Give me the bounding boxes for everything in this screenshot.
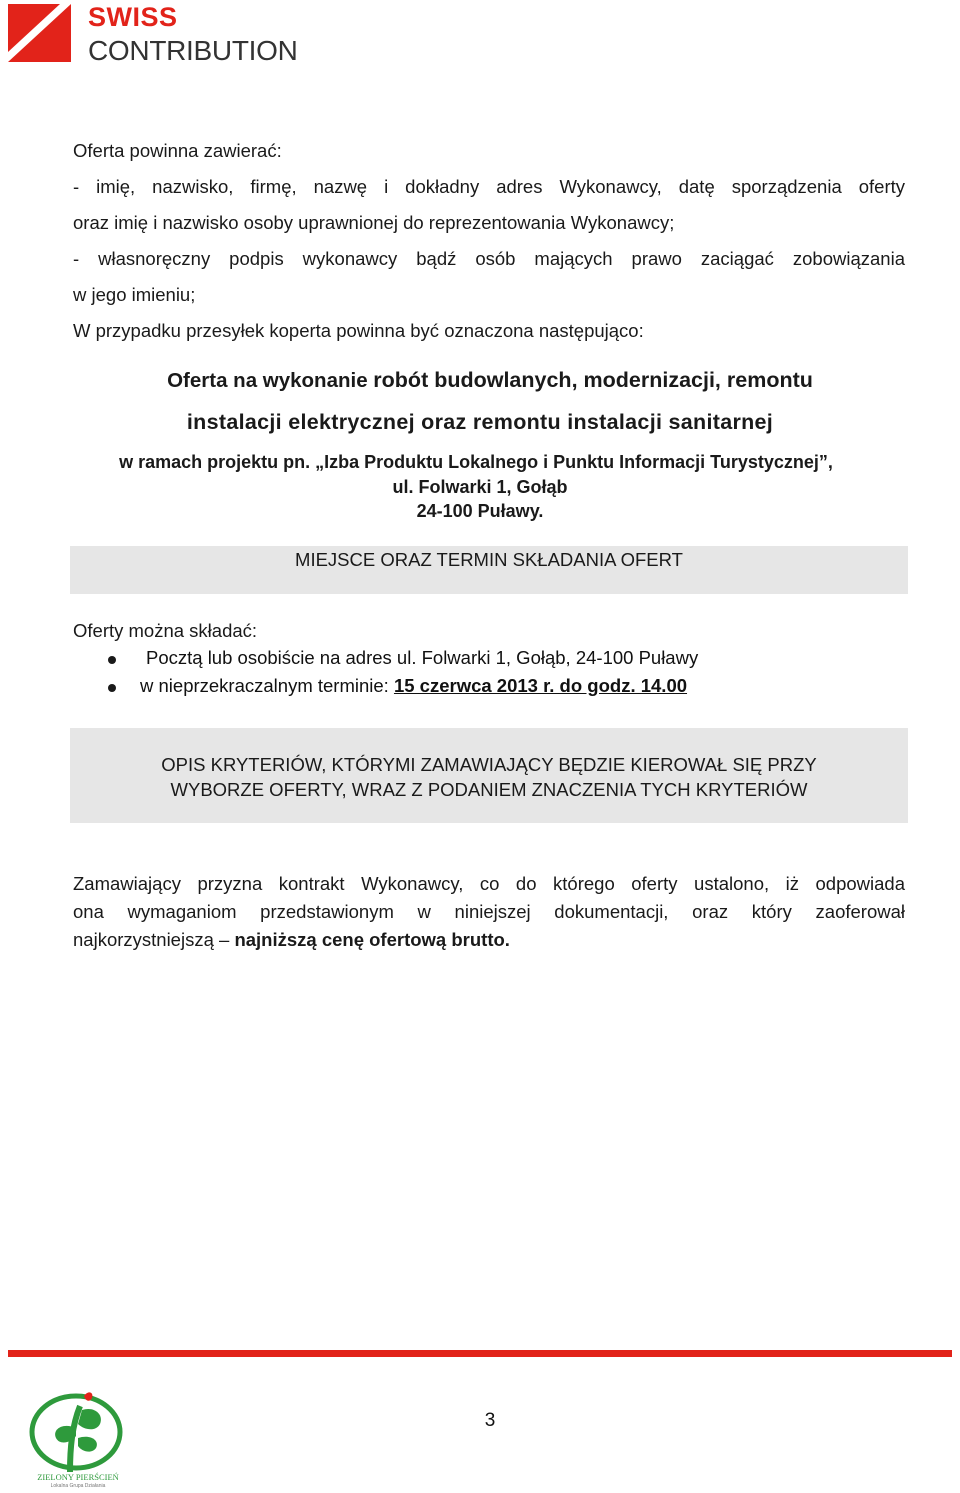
- offer-item1-line1: - imię, nazwisko, firmę, nazwę i dokładny adres Wykonawcy, datę sporządzenia oferty: [73, 176, 905, 197]
- place-bullet-address: Pocztą lub osobiście na adres ul. Folwarki 1, Gołąb, 24-100 Puławy: [146, 647, 699, 668]
- offer-item2-line1: - własnoręczny podpis wykonawcy bądź osób mających prawo zaciągać zobowiązania: [73, 248, 905, 269]
- list-item: [100, 647, 900, 675]
- envelope-label-line3: w ramach projektu pn. „Izba Produktu Lokalnego i Punktu Informacji Turystycznej”,: [119, 452, 833, 472]
- zielony-pierscien-logo: [26, 1388, 130, 1488]
- footer-divider: [8, 1350, 952, 1357]
- place-bullet-deadline: [140, 675, 687, 697]
- offer-item2-line2: w jego imieniu;: [73, 284, 196, 305]
- swiss-contribution-logo-mark: [8, 4, 71, 62]
- criteria-heading-line2: WYBORZE OFERTY, WRAZ Z PODANIEM ZNACZENIA TYCH KRYTERIÓW: [170, 779, 808, 800]
- deadline-prefix: w nieprzekraczalnym terminie:: [140, 675, 394, 696]
- criteria-heading-line1: OPIS KRYTERIÓW, KTÓRYMI ZAMAWIAJĄCY BĘDZIE KIEROWAŁ SIĘ PRZY: [161, 754, 817, 775]
- deadline-date: 15 czerwca 2013 r. do godz. 14.00: [393, 675, 688, 696]
- place-deadline-heading-box: [70, 546, 908, 594]
- envelope-label-line4: ul. Folwarki 1, Gołąb: [392, 477, 568, 497]
- criteria-heading-box: [70, 728, 908, 823]
- logo-subtext: Lokalna Grupa Działania: [50, 1483, 106, 1488]
- logo-text: ZIELONY PIERŚCIEŃ: [37, 1472, 119, 1482]
- logo-word-contribution: CONTRIBUTION: [88, 35, 298, 66]
- list-item: [100, 675, 900, 703]
- envelope-label-line2: instalacji elektrycznej oraz remontu instalacji sanitarnej: [186, 410, 774, 434]
- criteria-para-line3: [73, 929, 510, 951]
- criteria-para-line3-prefix: najkorzystniejszą –: [73, 929, 235, 950]
- place-deadline-heading: MIEJSCE ORAZ TERMIN SKŁADANIA OFERT: [295, 549, 683, 570]
- swiss-contribution-logo: [8, 4, 308, 66]
- zielony-pierscien-logo-mark: [26, 1388, 130, 1488]
- place-intro: Oferty można składać:: [73, 620, 258, 641]
- bullet-icon: [108, 684, 116, 692]
- logo-word-swiss: SWISS: [88, 2, 178, 32]
- envelope-label-line1: [0, 368, 960, 393]
- criteria-para-line1: Zamawiający przyzna kontrakt Wykonawcy, co do którego oferty ustalono, iż odpowiada: [73, 873, 905, 894]
- place-bullet-list: [100, 647, 900, 703]
- envelope-label-line1-part1: Oferta na wykonanie: [167, 369, 374, 392]
- criteria-lowest-price: najniższą cenę ofertową brutto.: [234, 929, 510, 950]
- mail-note: W przypadku przesyłek koperta powinna być oznaczona następująco:: [73, 320, 644, 341]
- page-number: 3: [484, 1410, 496, 1431]
- bullet-icon: [108, 656, 116, 664]
- criteria-para-line2: ona wymaganiom przedstawionym w niniejszej dokumentacji, oraz który zaoferował: [73, 901, 905, 922]
- envelope-label-line1-part2: robót budowlanych, modernizacji, remontu: [373, 368, 813, 392]
- envelope-label-line5: 24-100 Puławy.: [416, 501, 544, 521]
- offer-item1-line2: oraz imię i nazwisko osoby uprawnionej do reprezentowania Wykonawcy;: [73, 212, 675, 233]
- offer-intro: Oferta powinna zawierać:: [73, 140, 282, 161]
